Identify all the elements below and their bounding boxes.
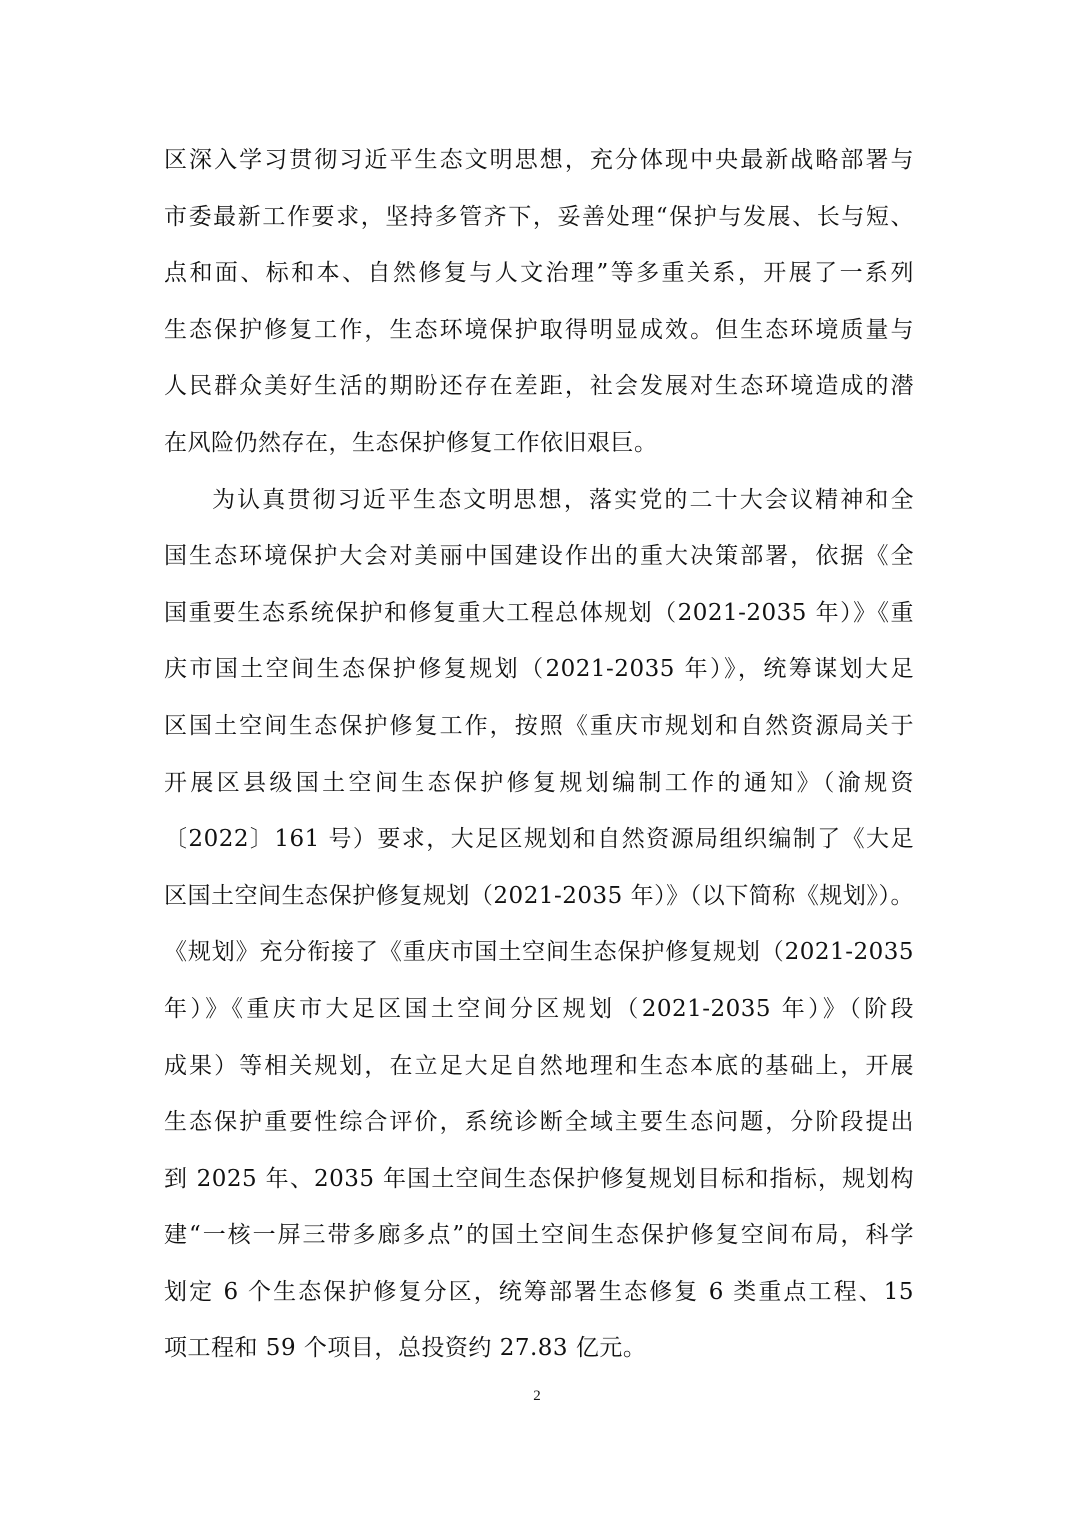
text-line: 区国土空间生态保护修复工作，按照《重庆市规划和自然资源局关于	[164, 712, 914, 739]
text-line: 生态保护重要性综合评价，系统诊断全域主要生态问题，分阶段提出	[164, 1109, 914, 1136]
body-text	[164, 132, 914, 1377]
text-line: 区深入学习贯彻习近平生态文明思想，充分体现中央最新战略部署与	[164, 147, 914, 173]
text-line: 开展区县级国土空间生态保护修复规划编制工作的通知》（渝规资	[164, 769, 914, 796]
text-line: 在风险仍然存在，生态保护修复工作依旧艰巨。	[164, 429, 658, 456]
text-line: 国生态环境保护大会对美丽中国建设作出的重大决策部署，依据《全	[164, 543, 914, 570]
text-line: 为认真贯彻习近平生态文明思想，落实党的二十大会议精神和全	[212, 486, 914, 513]
text-line: 市委最新工作要求，坚持多管齐下，妥善处理“保护与发展、长与短、	[164, 203, 914, 230]
paragraph	[164, 472, 914, 1378]
text-line: 国重要生态系统保护和修复重大工程总体规划（2021-2035 年）》《重	[164, 599, 914, 626]
page-number: 2	[533, 1388, 541, 1404]
text-line: 《规划》充分衔接了《重庆市国土空间生态保护修复规划（2021-2035	[164, 939, 914, 966]
text-line: 年）》《重庆市大足区国土空间分区规划（2021-2035 年）》（阶段	[164, 995, 914, 1022]
text-line: 项工程和 59 个项目，总投资约 27.83 亿元。	[164, 1335, 647, 1362]
text-line: 到 2025 年、2035 年国土空间生态保护修复规划目标和指标，规划构	[164, 1165, 914, 1192]
text-line: 建“一核一屏三带多廊多点”的国土空间生态保护修复空间布局，科学	[164, 1222, 914, 1249]
text-line: 〔2022〕161 号）要求，大足区规划和自然资源局组织编制了《大足	[164, 826, 914, 853]
text-line: 成果）等相关规划，在立足大足自然地理和生态本底的基础上，开展	[164, 1052, 914, 1079]
text-line: 人民群众美好生活的期盼还存在差距，社会发展对生态环境造成的潜	[164, 373, 914, 400]
text-line: 区国土空间生态保护修复规划（2021-2035 年）》（以下简称《规划》）。	[164, 882, 914, 909]
paragraph	[164, 132, 914, 472]
text-line: 生态保护修复工作，生态环境保护取得明显成效。但生态环境质量与	[164, 316, 914, 343]
text-line: 点和面、标和本、自然修复与人文治理”等多重关系，开展了一系列	[164, 260, 914, 287]
text-line: 划定 6 个生态保护修复分区，统筹部署生态修复 6 类重点工程、15	[164, 1278, 914, 1305]
text-line: 庆市国土空间生态保护修复规划（2021-2035 年）》，统筹谋划大足	[164, 656, 914, 683]
